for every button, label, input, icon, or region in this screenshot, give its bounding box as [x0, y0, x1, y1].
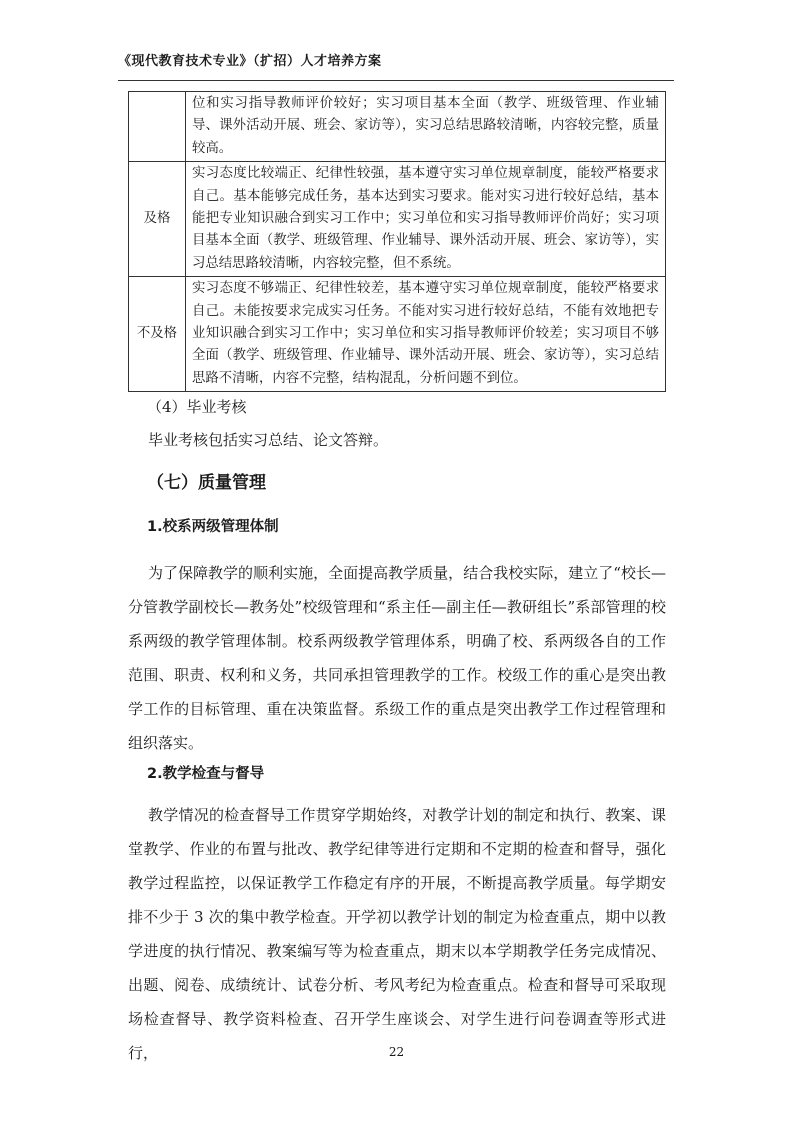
subsection-heading-inspection: 2.教学检查与督导	[147, 766, 265, 782]
grade-level-cell: 不及格	[129, 277, 186, 392]
table-row	[129, 92, 666, 162]
grade-level-cell	[129, 92, 186, 162]
header-divider	[118, 80, 674, 81]
inspection-paragraph: 教学情况的检查督导工作贯穿学期始终，对教学计划的制定和执行、教案、课堂教学、作业的布置与批改、教学纪律等进行定期和不定期的检查和督导，强化教学过程监控，以保证教学工作稳定有序的开展，不断提高教学质量。每学期安排不少于 3 次的集中教学检查。开学初以教学计划的制定为检查重点，期中以教学进度的执行情况、教案编写等为检查重点，期末以本学期教学任务完成情况、出题、阅卷、成绩统计、试卷分析、考风考纪为检查重点。检查和督导可采取现场检查督导、教学资料检查、召开学生座谈会、对学生进行问卷调查等形式进行，	[128, 806, 666, 1062]
management-system-paragraph: 为了保障教学的顺利实施，全面提高教学质量，结合我校实际，建立了“校长—分管教学副校长—教务处”校级管理和“系主任—副主任—教研组长”系部管理的校系两级的教学管理体制。校系两级教学管理体系，明确了校、系两级各自的工作范围、职责、权利和义务，共同承担管理教学的工作。校级工作的重心是突出教学工作的目标管理、重在决策监督。系级工作的重点是突出教学工作过程管理和组织落实。	[128, 564, 666, 752]
table-row	[129, 162, 666, 277]
grade-description-cell: 实习态度不够端正、纪律性较差，基本遵守实习单位规章制度，能较严格要求自己。未能按要求完成实习任务。不能对实习进行较好总结，不能有效地把专业知识融合到实习工作中；实习单位和实习指导教师评价较差；实习项目不够全面（教学、班级管理、作业辅导、课外活动开展、班会、家访等），实习总结思路不清晰，内容不完整，结构混乱，分析问题不到位。	[186, 277, 666, 392]
grade-level-cell: 及格	[129, 162, 186, 277]
grade-description-cell: 实习态度比较端正、纪律性较强，基本遵守实习单位规章制度，能较严格要求自己。基本能够完成任务，基本达到实习要求。能对实习进行较好总结，基本能把专业知识融合到实习工作中；实习单位和实习指导教师评价尚好；实习项目基本全面（教学、班级管理、作业辅导、课外活动开展、班会、家访等），实习总结思路较清晰，内容较完整，但不系统。	[186, 162, 666, 277]
page-header: 《现代教育技术专业》（扩招）人才培养方案	[118, 54, 382, 69]
table-row	[129, 277, 666, 392]
section-heading-quality-management: （七）质量管理	[147, 473, 266, 493]
page-number: 22	[388, 1045, 405, 1059]
subsection-heading-management-system: 1.校系两级管理体制	[147, 519, 279, 535]
graduation-assessment-heading: （4）毕业考核	[147, 398, 247, 416]
graduation-assessment-text: 毕业考核包括实习总结、论文答辩。	[148, 431, 389, 449]
grading-table	[128, 91, 666, 392]
grade-description-cell: 位和实习指导教师评价较好；实习项目基本全面（教学、班级管理、作业辅导、课外活动开展、班会、家访等），实习总结思路较清晰，内容较完整，质量较高。	[186, 92, 666, 162]
